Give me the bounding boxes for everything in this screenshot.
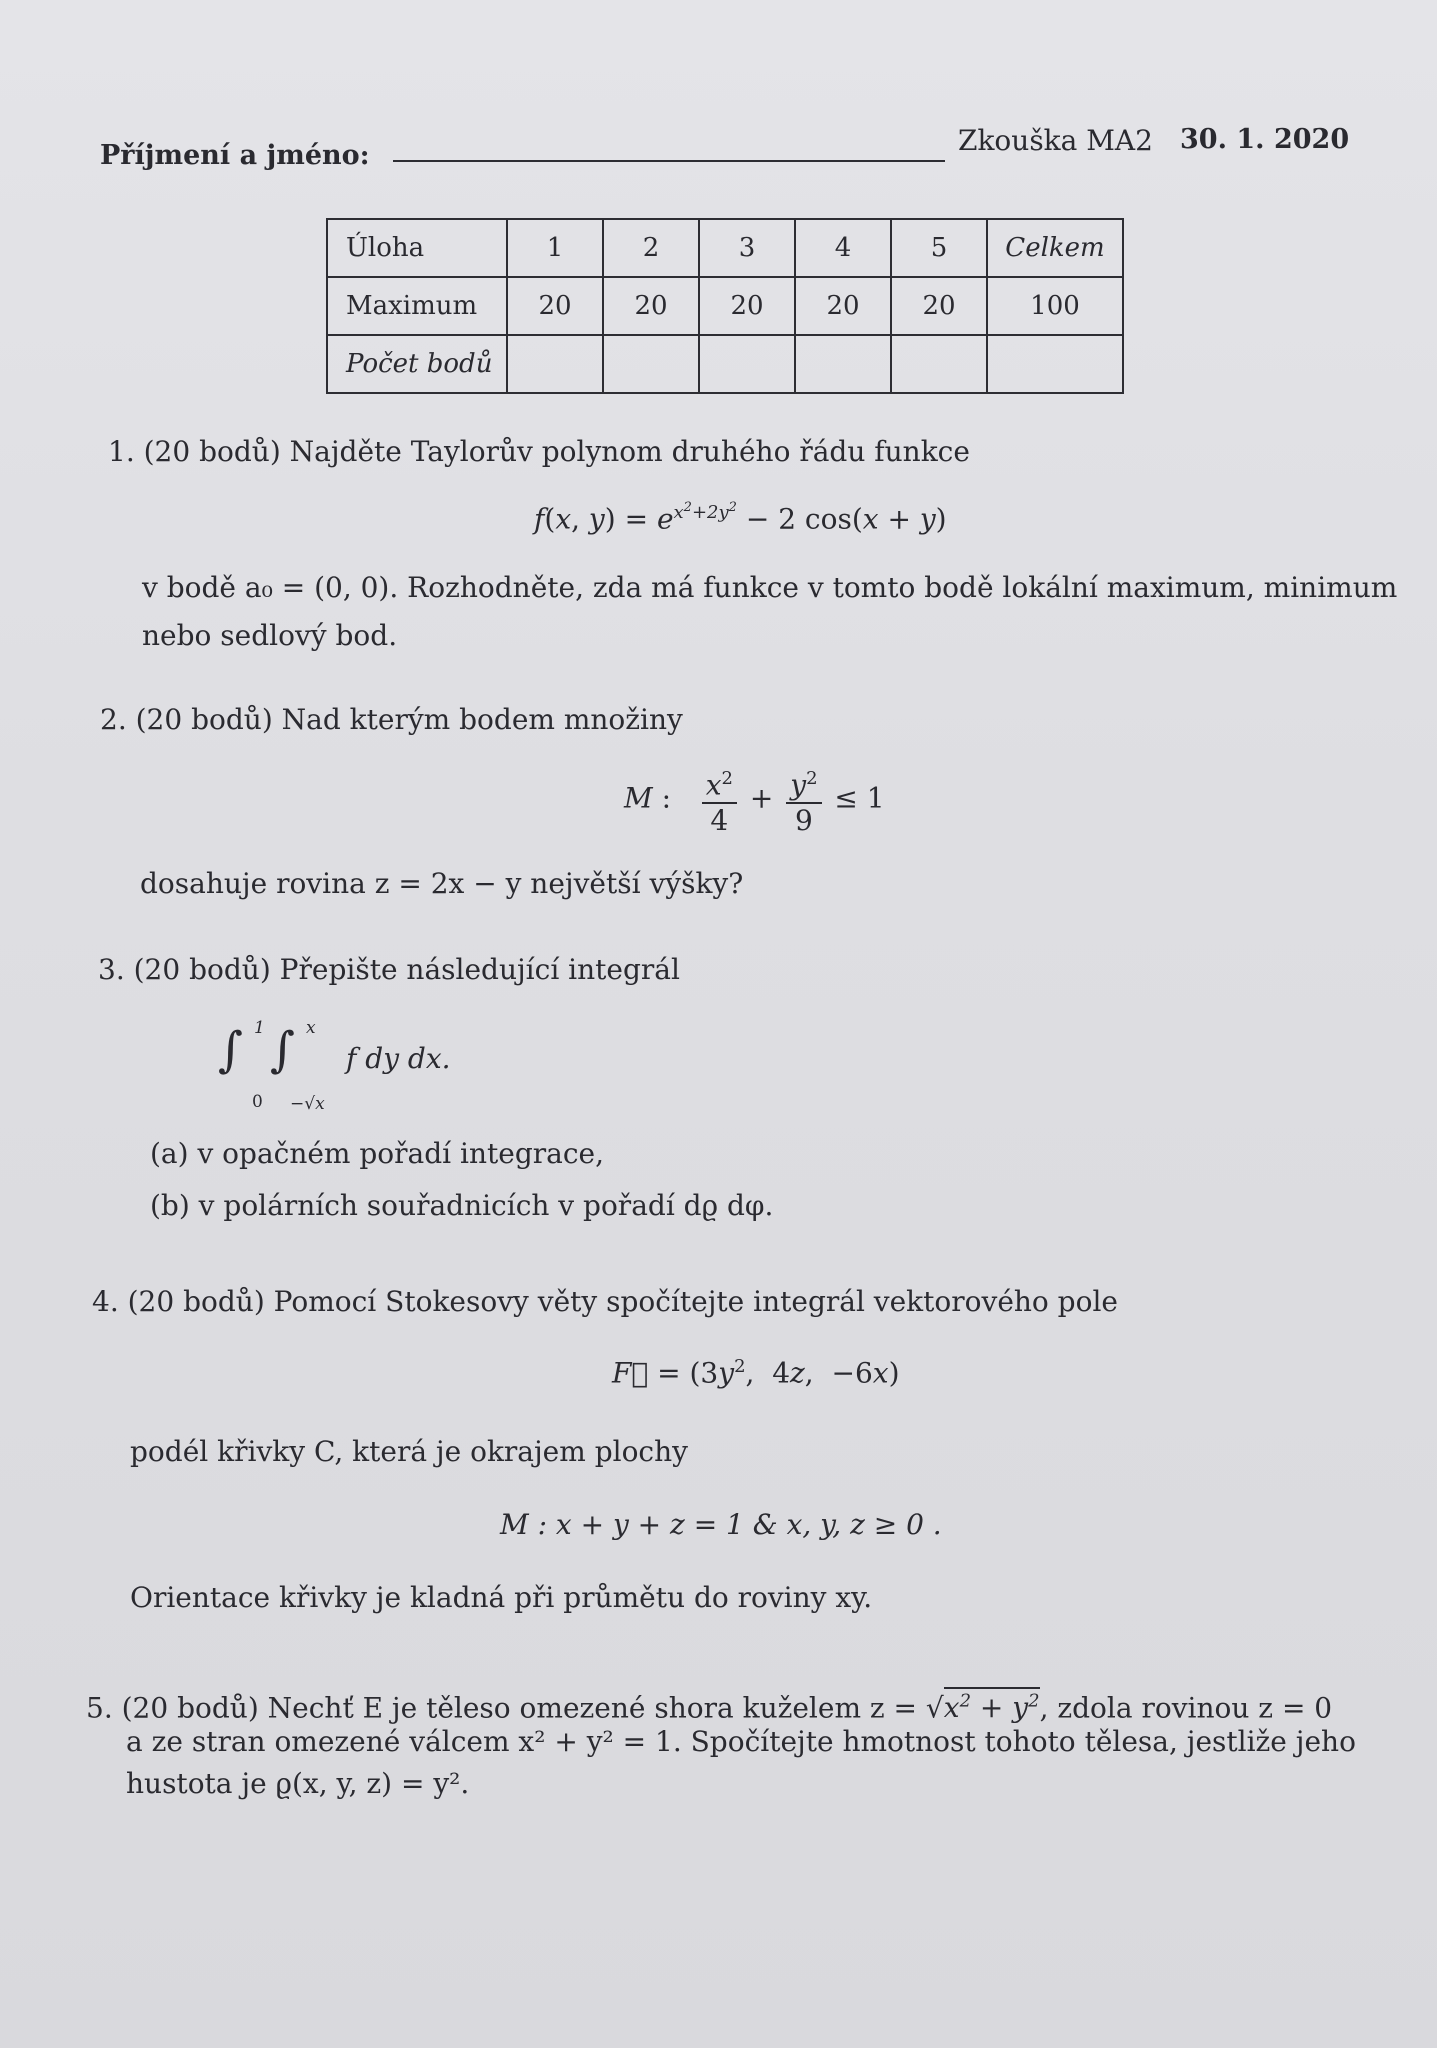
- problem-number: 4.: [92, 1285, 119, 1318]
- table-cell: 20: [891, 277, 987, 335]
- problem-4-text-1: podél křivky C, která je okrajem plochy: [130, 1435, 688, 1468]
- exam-title: Zkouška MA2: [958, 124, 1153, 157]
- score-cell[interactable]: [603, 335, 699, 393]
- problem-text: Najděte Taylorův polynom druhého řádu funkce: [289, 435, 970, 468]
- function-formula: f(x, $y) = e^{x^2+2y^2} - 2$ cos(x + y): [534, 500, 947, 536]
- score-cell[interactable]: [507, 335, 603, 393]
- problem-number: 1.: [108, 435, 135, 468]
- problem-points: (20 bodů): [121, 1691, 259, 1725]
- column-header: 2: [603, 219, 699, 277]
- problem-4-heading: [92, 1280, 1118, 1324]
- exam-date: 30. 1. 2020: [1180, 124, 1350, 155]
- problem-points: (20 bodů): [143, 435, 281, 468]
- column-header: 5: [891, 219, 987, 277]
- problem-number: 3.: [98, 953, 125, 986]
- table-cell-total: 100: [987, 277, 1123, 335]
- problem-2-heading: [100, 698, 683, 742]
- problem-points: (20 bodů): [133, 953, 271, 986]
- problem-points: (20 bodů): [127, 1285, 265, 1318]
- score-cell[interactable]: [795, 335, 891, 393]
- column-header-total: Celkem: [987, 219, 1123, 277]
- column-header: 3: [699, 219, 795, 277]
- problem-points: (20 bodů): [135, 703, 273, 736]
- table-cell: 20: [795, 277, 891, 335]
- table-row: [327, 219, 1123, 277]
- vector-field-formula: F⃗ = ($3y^2$, 4z, −6x): [612, 1356, 900, 1390]
- problem-5-line2: a ze stran omezené válcem x² + y² = 1. Spočítejte hmotnost tohoto tělesa, jestliže jeho: [126, 1725, 1356, 1758]
- name-label: Příjmení a jméno:: [100, 140, 370, 171]
- column-header: 4: [795, 219, 891, 277]
- table-cell: 20: [699, 277, 795, 335]
- double-integral: ∫ 1 0 ∫ x −√x f dy dx.: [218, 1018, 451, 1114]
- surface-formula: M : x + y + z = 1 & x, y, z ≥ 0 .: [500, 1508, 942, 1541]
- problem-4-text-2: Orientace křivky je kladná při průmětu do roviny xy.: [130, 1581, 873, 1614]
- row-label: Úloha: [327, 219, 507, 277]
- problem-text: Nad kterým bodem množiny: [281, 703, 683, 736]
- problem-1-heading: [108, 430, 970, 474]
- problem-text: Nechť E je těleso omezené shora kuželem z =: [267, 1691, 918, 1725]
- row-label: Maximum: [327, 277, 507, 335]
- score-cell[interactable]: [699, 335, 795, 393]
- table-row: [327, 277, 1123, 335]
- problem-number: 5.: [86, 1691, 113, 1725]
- problem-3-item-b: (b) v polárních souřadnicích v pořadí dϱ dφ.: [150, 1189, 774, 1222]
- name-underline: [393, 160, 945, 162]
- problem-5-line3: hustota je ϱ(x, y, z) = y².: [126, 1767, 470, 1800]
- table-cell: 20: [507, 277, 603, 335]
- problem-number: 2.: [100, 703, 127, 736]
- score-table: [326, 218, 1124, 394]
- problem-3-heading: [98, 948, 680, 992]
- problem-3-item-a: (a) v opačném pořadí integrace,: [150, 1137, 604, 1170]
- problem-5-line1: 5. (20 bodů) Nechť E je těleso omezené shora kuželem $z = √x^2 + y^2$, zdola rovinou z = 0: [86, 1680, 1332, 1730]
- table-row: [327, 335, 1123, 393]
- table-cell: 20: [603, 277, 699, 335]
- score-cell[interactable]: [891, 335, 987, 393]
- problem-1-text-line1: v bodě a₀ = (0, 0). Rozhodněte, zda má funkce v tomto bodě lokální maximum, minimum: [142, 571, 1398, 604]
- set-formula: M : $\frac{x^2}{4}$ + $\frac{y^2}{9}$ ≤ 1: [624, 762, 885, 838]
- row-label: Počet bodů: [327, 335, 507, 393]
- score-cell-total[interactable]: [987, 335, 1123, 393]
- problem-1-text-line2: nebo sedlový bod.: [142, 619, 398, 652]
- problem-text: Přepište následující integrál: [279, 953, 680, 986]
- column-header: 1: [507, 219, 603, 277]
- problem-text-cont: , zdola rovinou z = 0: [1039, 1691, 1333, 1725]
- problem-2-text: dosahuje rovina z = 2x − y největší výšky?: [140, 867, 744, 900]
- integrand: f dy dx.: [346, 1042, 451, 1075]
- problem-text: Pomocí Stokesovy věty spočítejte integrál vektorového pole: [273, 1285, 1118, 1318]
